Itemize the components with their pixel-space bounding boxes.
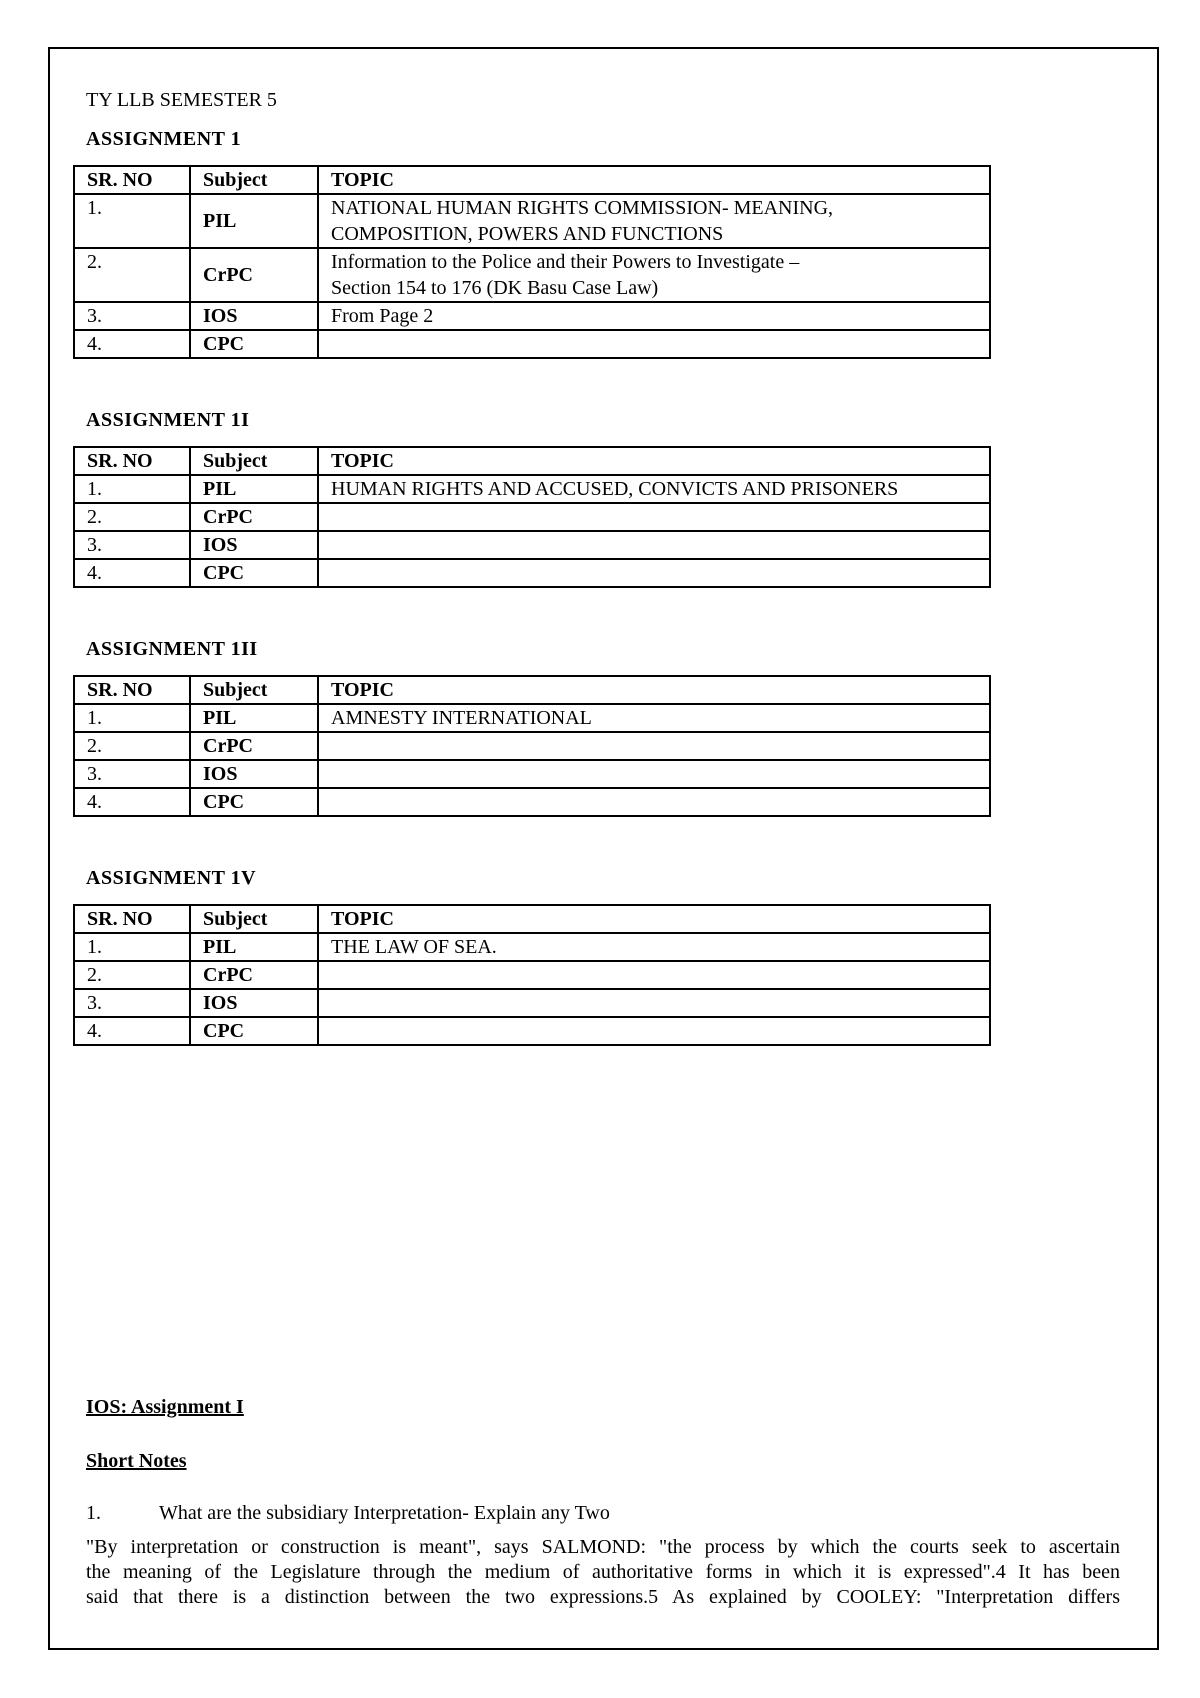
- header-sr-no: SR. NO: [74, 905, 190, 933]
- table-header-row: [74, 447, 990, 475]
- table-row: [74, 194, 990, 248]
- header-subject: Subject: [190, 905, 318, 933]
- topic-cell: THE LAW OF SEA.: [318, 933, 990, 961]
- topic-cell: [318, 760, 990, 788]
- topic-line: Section 154 to 176 (DK Basu Case Law): [331, 277, 659, 299]
- topic-cell: [318, 531, 990, 559]
- table-row: [74, 1017, 990, 1045]
- topic-line: Information to the Police and their Powers to Investigate –: [331, 251, 800, 273]
- table-row: [74, 989, 990, 1017]
- sr-cell: 3.: [74, 760, 190, 788]
- table-row: [74, 330, 990, 358]
- paragraph-line: said that there is a distinction between the two expressions.5 As explained by COOLEY: "Interpretation differs: [86, 1586, 1120, 1608]
- assignment-3-title: ASSIGNMENT 1II: [86, 638, 258, 660]
- topic-cell: [318, 788, 990, 816]
- topic-cell: AMNESTY INTERNATIONAL: [318, 704, 990, 732]
- subject-cell: IOS: [190, 989, 318, 1017]
- short-notes-heading: Short Notes: [86, 1450, 187, 1472]
- paragraph-line: "By interpretation or construction is meant", says SALMOND: "the process by which the courts seek to ascertain: [86, 1536, 1120, 1558]
- sr-cell: 2.: [74, 503, 190, 531]
- subject-cell: CPC: [190, 1017, 318, 1045]
- header-subject: Subject: [190, 676, 318, 704]
- table-row: [74, 732, 990, 760]
- header-sr-no: SR. NO: [74, 447, 190, 475]
- topic-cell: [318, 503, 990, 531]
- topic-cell: [318, 989, 990, 1017]
- subject-cell: IOS: [190, 760, 318, 788]
- subject-cell: PIL: [190, 933, 318, 961]
- header-sr-no: SR. NO: [74, 676, 190, 704]
- sr-cell: 3.: [74, 302, 190, 330]
- header-topic: TOPIC: [318, 166, 990, 194]
- topic-line: NATIONAL HUMAN RIGHTS COMMISSION- MEANING,: [331, 197, 834, 219]
- subject-cell: PIL: [190, 194, 318, 248]
- sr-cell: 1.: [74, 475, 190, 503]
- table-row: [74, 531, 990, 559]
- subject-cell: CrPC: [190, 503, 318, 531]
- sr-cell: 2.: [74, 732, 190, 760]
- table-row: [74, 961, 990, 989]
- subject-cell: CrPC: [190, 732, 318, 760]
- paragraph-line: the meaning of the Legislature through the medium of authoritative forms in which it is expressed".4 It has been: [86, 1561, 1120, 1583]
- topic-line: COMPOSITION, POWERS AND FUNCTIONS: [331, 223, 724, 245]
- sr-cell: 1.: [74, 933, 190, 961]
- header-topic: TOPIC: [318, 447, 990, 475]
- sr-cell: 2.: [74, 961, 190, 989]
- subject-cell: IOS: [190, 531, 318, 559]
- subject-cell: CPC: [190, 559, 318, 587]
- assignment-1-title: ASSIGNMENT 1: [86, 128, 242, 150]
- sr-cell: 1.: [74, 194, 190, 248]
- header-subject: Subject: [190, 166, 318, 194]
- table-header-row: [74, 905, 990, 933]
- document-content: [86, 86, 1120, 1046]
- table-header-row: [74, 676, 990, 704]
- topic-cell: HUMAN RIGHTS AND ACCUSED, CONVICTS AND PRISONERS: [318, 475, 990, 503]
- assignment-2-table: [73, 446, 991, 588]
- sr-cell: 4.: [74, 788, 190, 816]
- topic-cell: [318, 194, 990, 248]
- topic-cell: From Page 2: [318, 302, 990, 330]
- subject-cell: CPC: [190, 788, 318, 816]
- topic-cell: [318, 248, 990, 302]
- sr-cell: 4.: [74, 330, 190, 358]
- question-number: 1.: [86, 1502, 101, 1524]
- ios-heading: IOS: Assignment I: [86, 1396, 244, 1418]
- table-row: [74, 559, 990, 587]
- table-row: [74, 704, 990, 732]
- sr-cell: 1.: [74, 704, 190, 732]
- subject-cell: PIL: [190, 704, 318, 732]
- header-sr-no: SR. NO: [74, 166, 190, 194]
- question-text: What are the subsidiary Interpretation- Explain any Two: [159, 1502, 610, 1524]
- header-topic: TOPIC: [318, 676, 990, 704]
- table-row: [74, 302, 990, 330]
- sr-cell: 3.: [74, 531, 190, 559]
- question-item: [86, 1499, 1120, 1527]
- header-subject: Subject: [190, 447, 318, 475]
- topic-cell: [318, 559, 990, 587]
- topic-cell: [318, 732, 990, 760]
- table-row: [74, 475, 990, 503]
- subject-cell: CPC: [190, 330, 318, 358]
- table-row: [74, 788, 990, 816]
- subject-cell: CrPC: [190, 961, 318, 989]
- table-row: [74, 248, 990, 302]
- assignment-3-table: [73, 675, 991, 817]
- assignment-4-title: ASSIGNMENT 1V: [86, 867, 257, 889]
- assignment-1-table: [73, 165, 991, 359]
- sr-cell: 3.: [74, 989, 190, 1017]
- semester-title: TY LLB SEMESTER 5: [86, 89, 277, 111]
- assignment-4-table: [73, 904, 991, 1046]
- table-row: [74, 933, 990, 961]
- table-row: [74, 503, 990, 531]
- subject-cell: CrPC: [190, 248, 318, 302]
- topic-cell: [318, 961, 990, 989]
- subject-cell: PIL: [190, 475, 318, 503]
- ios-section: [86, 1393, 1120, 1610]
- sr-cell: 4.: [74, 559, 190, 587]
- sr-cell: 4.: [74, 1017, 190, 1045]
- sr-cell: 2.: [74, 248, 190, 302]
- topic-cell: [318, 330, 990, 358]
- header-topic: TOPIC: [318, 905, 990, 933]
- table-row: [74, 760, 990, 788]
- table-header-row: [74, 166, 990, 194]
- topic-cell: [318, 1017, 990, 1045]
- assignment-2-title: ASSIGNMENT 1I: [86, 409, 250, 431]
- subject-cell: IOS: [190, 302, 318, 330]
